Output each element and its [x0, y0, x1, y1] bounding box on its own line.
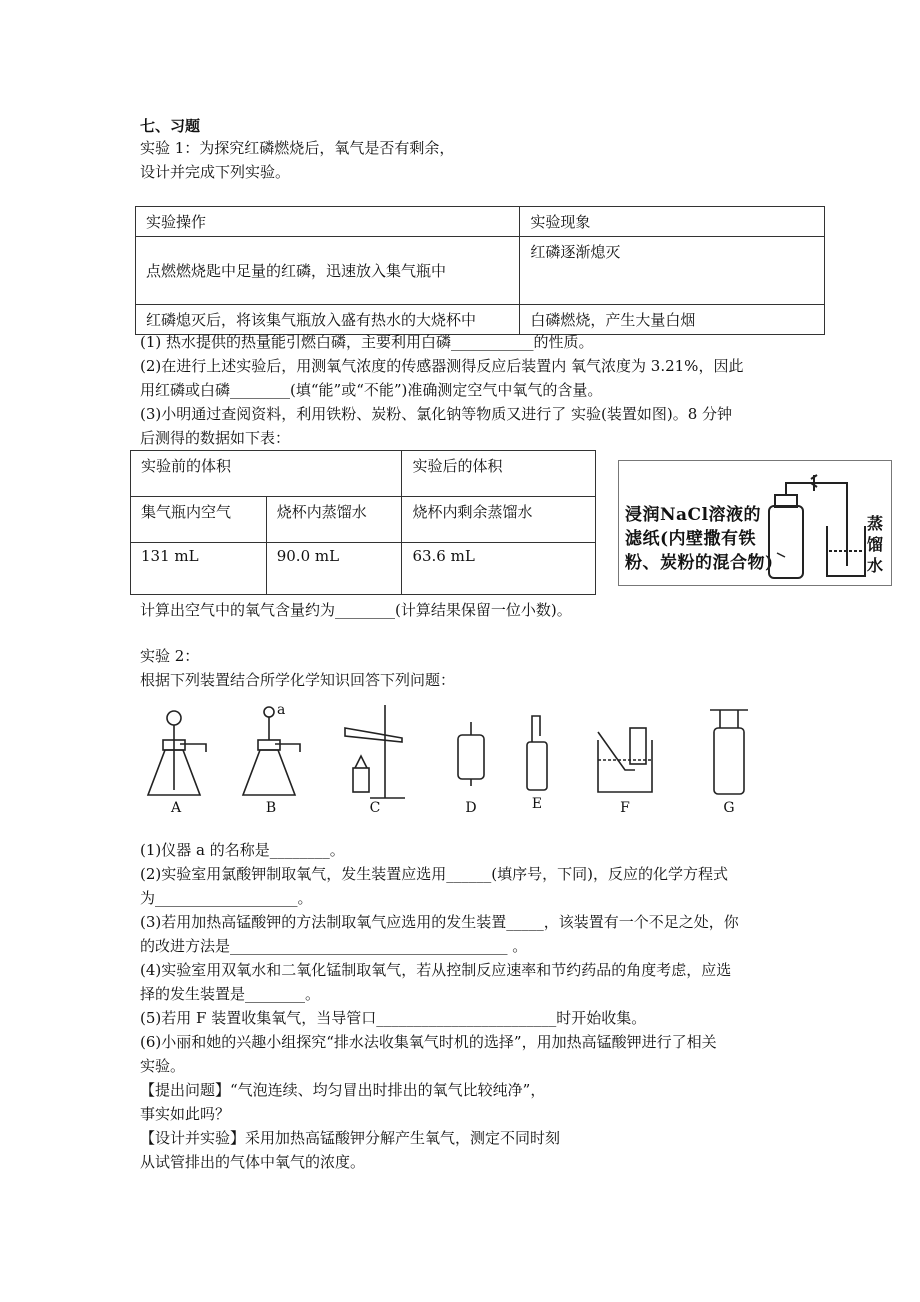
exp2-p1-b: 事实如此吗？ — [140, 1105, 231, 1123]
table-row2-phenomenon: 白磷燃烧，产生大量白烟 — [520, 305, 825, 335]
table-row1-phenomenon: 红磷逐渐熄灭 — [520, 237, 825, 305]
apparatus-a — [148, 711, 206, 795]
apparatus-b — [243, 707, 300, 795]
exp2-title: 实验 2： — [140, 647, 200, 665]
exp2-q3-b: 的改进方法是_____________________________________ 。 — [140, 937, 528, 955]
exp2-p2-b: 从试管排出的气体中氧气的浓度。 — [140, 1153, 366, 1171]
data-table — [130, 450, 596, 595]
exp2-q6-a: (6)小丽和她的兴趣小组探究“排水法收集氧气时机的选择”，用加热高锰酸钾进行了相关 — [140, 1033, 717, 1051]
section-title: 七、习题 — [140, 117, 201, 135]
label-g: G — [723, 800, 735, 816]
exp2-intro: 根据下列装置结合所学化学知识回答下列问题： — [140, 671, 456, 689]
exp2-p1-a: 【提出问题】“气泡连续、均匀冒出时排出的氧气比较纯净”， — [140, 1081, 546, 1099]
exp2-q2-a: (2)实验室用氯酸钾制取氧气，发生装置应选用______(填序号，下同)，反应的化学方程式 — [140, 865, 728, 883]
label-a: A — [170, 800, 182, 816]
apparatus-e — [527, 716, 547, 790]
data-table-col-air: 集气瓶内空气 — [131, 497, 267, 543]
apparatus-set — [140, 700, 790, 820]
table-row1-operation: 点燃燃烧匙中足量的红磷，迅速放入集气瓶中 — [136, 237, 520, 305]
data-table-value-air: 131 mL — [131, 543, 267, 595]
figure-side-label: 蒸馏水 — [867, 514, 884, 575]
exp2-q4-b: 择的发生装置是________。 — [140, 985, 321, 1003]
table-header-phenomenon: 实验现象 — [520, 207, 825, 237]
exp1-table — [135, 206, 825, 335]
label-c: C — [369, 800, 381, 816]
data-table-value-remaining: 63.6 mL — [402, 543, 596, 595]
exp1-line2: 设计并完成下列实验。 — [140, 163, 291, 181]
exp2-q3-a: (3)若用加热高锰酸钾的方法制取氧气应选用的发生装置_____，该装置有一个不足之处，你 — [140, 913, 739, 931]
exp2-p2-a: 【设计并实验】采用加热高锰酸钾分解产生氧气，测定不同时刻 — [140, 1129, 561, 1147]
exp1-q3-b: 后测得的数据如下表： — [140, 429, 291, 447]
exp1-line1: 实验 1：为探究红磷燃烧后，氧气是否有剩余， — [140, 139, 455, 157]
exp2-q4-a: (4)实验室用双氧水和二氧化锰制取氧气，若从控制反应速率和节约药品的角度考虑，应选 — [140, 961, 732, 979]
table-header-operation: 实验操作 — [136, 207, 520, 237]
data-table-col-remaining: 烧杯内剩余蒸馏水 — [402, 497, 596, 543]
data-table-col-water: 烧杯内蒸馏水 — [266, 497, 402, 543]
label-instrument-a: a — [277, 702, 286, 718]
apparatus-d — [458, 722, 484, 786]
apparatus-g — [710, 710, 748, 794]
label-b: B — [265, 800, 277, 816]
exp1-q3-c: 计算出空气中的氧气含量约为________(计算结果保留一位小数)。 — [140, 601, 572, 619]
exp2-q2-b: 为___________________。 — [140, 889, 313, 907]
label-f: F — [620, 800, 630, 816]
exp2-q5: (5)若用 F 装置收集氧气，当导管口________________________时开始收集。 — [140, 1009, 647, 1027]
exp1-q2-a: (2)在进行上述实验后，用测氧气浓度的传感器测得反应后装置内 氧气浓度为 3.21%，因此 — [140, 357, 744, 375]
figure-caption: 浸润NaCl溶液的 滤纸(内壁撒有铁 粉、炭粉的混合物) — [625, 505, 774, 573]
exp1-q3-a: (3)小明通过查阅资料，利用铁粉、炭粉、氯化钠等物质又进行了 实验(装置如图)。8 分钟 — [140, 405, 733, 423]
data-table-value-water: 90.0 mL — [266, 543, 402, 595]
data-table-after-header: 实验后的体积 — [402, 451, 596, 497]
label-e: E — [531, 796, 543, 812]
exp1-q1: (1) 热水提供的热量能引燃白磷，主要利用白磷___________的性质。 — [140, 333, 594, 351]
label-d: D — [465, 800, 477, 816]
apparatus-f — [598, 728, 652, 792]
apparatus-c — [345, 705, 405, 798]
exp1-q2-b: 用红磷或白磷________(填“能”或“不能”)准确测定空气中氧气的含量。 — [140, 381, 603, 399]
exp2-q1: (1)仪器 a 的名称是________。 — [140, 841, 345, 859]
exp2-q6-b: 实验。 — [140, 1057, 186, 1075]
data-table-before-header: 实验前的体积 — [131, 451, 402, 497]
table-row2-operation: 红磷熄灭后，将该集气瓶放入盛有热水的大烧杯中 — [136, 305, 520, 335]
apparatus-figure — [618, 460, 892, 586]
apparatus-drawing — [619, 461, 891, 585]
